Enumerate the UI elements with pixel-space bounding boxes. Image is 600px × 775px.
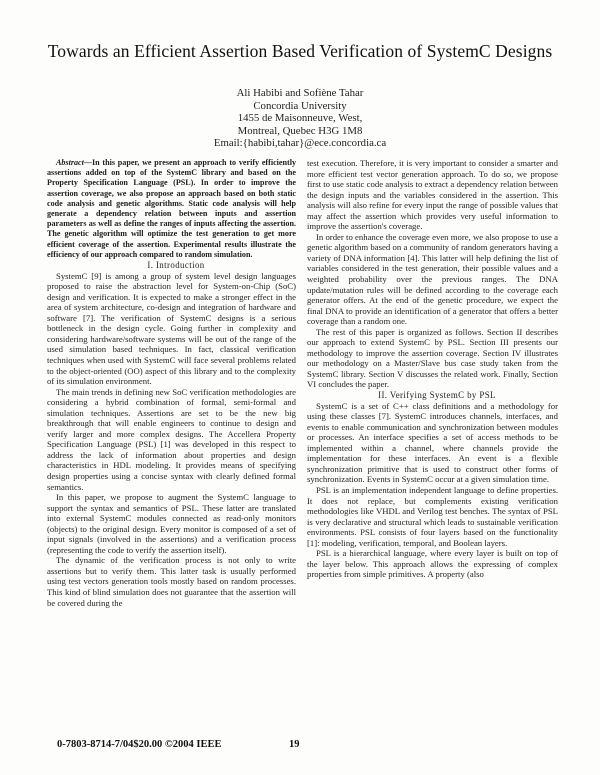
right-column	[307, 158, 558, 580]
abstract-text: In this paper, we present an approach to verify efficiently assertions added on top of the SystemC library and based on the Property Specification Language (PSL). In order to improve the assertion coverage, we also propose an approach based on both static code analysis and genetic algorithms. Static code analysis will help generate a dependency relation between inputs and assertion parameters as well as define the ranges of inputs affecting the assertion. The genetic algorithm will optimize the test generation to get more efficient coverage of the assertion. Experimental results illustrate the efficiency of our approach compared to random simulation.	[47, 158, 296, 259]
paragraph: The dynamic of the verification process is not only to write assertions but to verify them. This latter task is usually performed using test vectors generation tools mostly based on random processes. This kind of blind simulation does not guarantee that the assertion will be covered during the	[47, 555, 296, 608]
left-column	[47, 158, 296, 608]
paragraph: PSL is an implementation independent language to define properties. It does not replace, but complements existing verification methodologies like VHDL and Verilog test benches. The syntax of PSL is very declarative and structural which leads to sustainable verification environments. PSL consists of four layers based on the functionality [1]: modeling, verification, temporal, and Boolean layers.	[307, 484, 558, 548]
author-block	[0, 87, 600, 150]
affiliation: Concordia University	[253, 99, 347, 112]
paragraph-continued: test execution. Therefore, it is very important to consider a smarter and more efficient test vector generation approach. To do so, we propose first to use static code analysis to extract a dependency relation between the design inputs and the variables considered in the assertion. This analysis will also refine for every input the range of possible values that may affect the assertion which provides very useful information to improve the assertion's coverage.	[307, 158, 558, 232]
address-line-2: Montreal, Quebec H3G 1M8	[237, 124, 363, 137]
paragraph: In order to enhance the coverage even more, we also propose to use a genetic algorithm based on a community of random generators having a variety of DNA information [4]. This latter will help defining the list of variables considered in the test generation, their possible values and a weighted probability over the previous ranges. The DNA update/mutation rules will be defined according to the coverage each generator offers. At the end of the genetic procedure, we expect the final DNA to provide an identification of a generator that offers a better coverage than a random one.	[307, 231, 558, 327]
paragraph: The main trends in defining new SoC verification methodologies are considering a hybrid combination of formal, semi-formal and simulation techniques. Assertions are set to be the new big breakthrough that will enable engineers to continue to design and verify larger and more complex designs. The Accellera Property Specification Language (PSL) [1] was developed in this respect to address the lack of information about properties and design characteristics in HDL modeling. It provides means of specifying design properties using a concise syntax with clearly defined formal semantics.	[47, 386, 296, 492]
section-heading-introduction: I. Introduction	[147, 260, 205, 271]
paragraph: In this paper, we propose to augment the SystemC language to support the syntax and semantics of PSL. These latter are translated into external SystemC modules connected as read-only monitors (objects) to the original design. Every monitor is composed of a set of input signals (involved in the assertions) and a verification process (representing the code to verify the assertion itself).	[47, 492, 296, 555]
author-email: Email:{habibi,tahar}@ece.concordia.ca	[213, 137, 387, 150]
address-line-1: 1455 de Maisonneuve, West,	[237, 112, 363, 125]
paragraph: PSL is a hierarchical language, where every layer is built on top of the layer below. This approach allows the expressing of complex properties from simple primitives. A property (also	[307, 548, 558, 580]
section-heading-verifying-systemc: II. Verifying SystemC by PSL	[378, 390, 496, 401]
abstract	[47, 158, 296, 260]
paragraph: SystemC [9] is among a group of system level design languages proposed to raise the abstraction level for System-on-Chip (SoC) design and verification. It is expected to make a stronger effect in the area of system architecture, co-design and integration of hardware and software [7]. The verification of SystemC designs is a serious bottleneck in the design cycle. Going further in complexity and considering hardware/software systems will be out of the range of the used simulation based techniques. In fact, classical verification techniques when used with SystemC will face several problems related to the object-oriented (OO) aspect of this library and to the complexity of its simulation environment.	[47, 270, 296, 387]
paper-title: Towards an Efficient Assertion Based Verification of SystemC Designs	[47, 41, 553, 61]
copyright-line: 0-7803-8714-7/04$20.00 ©2004 IEEE	[57, 739, 222, 750]
paragraph: The rest of this paper is organized as follows. Section II describes our approach to extend SystemC by PSL. Section III presents our methodology to improve the assertion coverage. Section IV illustrates our methodology on a Master/Slave bus case study taken from the SystemC library. Section V discusses the related work. Finally, Section VI concludes the paper.	[307, 326, 558, 390]
paragraph: SystemC is a set of C++ class definitions and a methodology for using these classes [7]. SystemC introduces channels, interfaces, and events to enable communication and synchronization between modules or processes. An interface specifies a set of access methods to be implemented within a channel, where channels provide the implementation for these interfaces. An event is a flexible synchronization primitive that is used to construct other forms of synchronization. Events in SystemC occur at a given simulation time.	[307, 400, 558, 485]
page-number: 19	[289, 739, 300, 750]
abstract-label: Abstract—	[56, 158, 92, 167]
author-names: Ali Habibi and Sofiène Tahar	[236, 87, 364, 99]
